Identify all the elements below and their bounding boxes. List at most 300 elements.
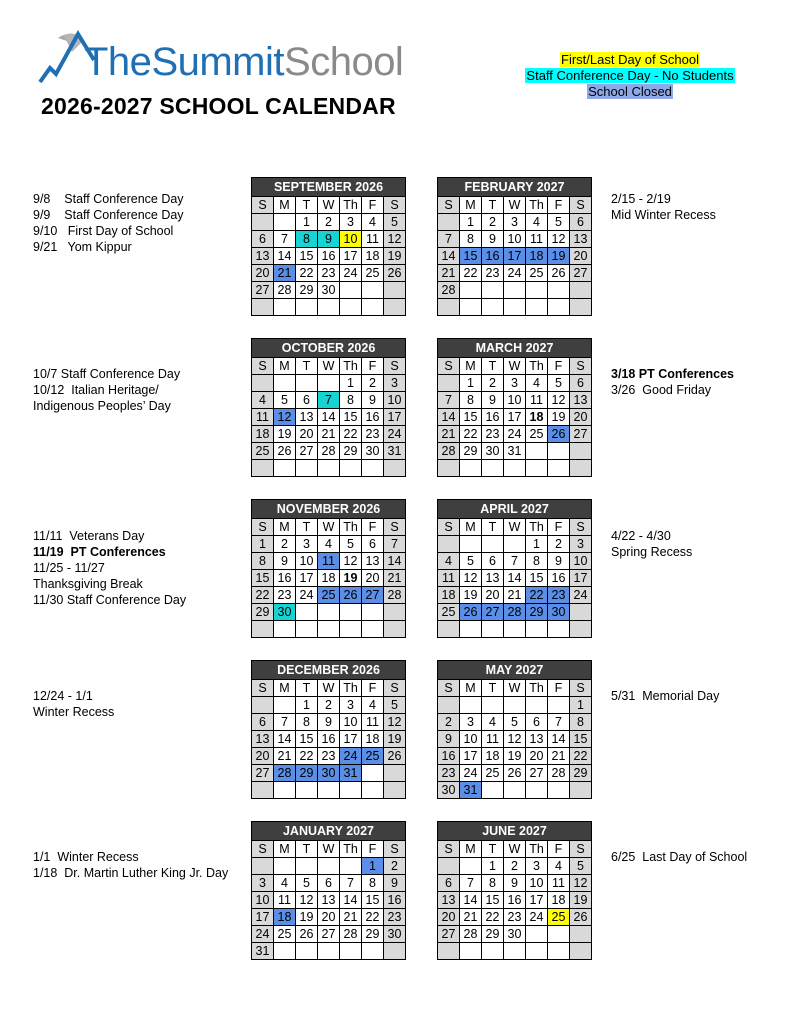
week-row [438,299,592,316]
weekday-header: T [482,358,504,375]
empty-day-cell [548,282,570,299]
note-line: 5/31 Memorial Day [611,689,720,703]
empty-day-cell [340,943,362,960]
weekday-header: T [296,841,318,858]
day-cell: 28 [504,604,526,621]
week-row [438,926,592,943]
week-row [252,426,406,443]
weekday-header: F [548,358,570,375]
day-cell: 12 [296,892,318,909]
day-cell: 3 [504,375,526,392]
day-cell: 11 [252,409,274,426]
day-cell: 4 [526,214,548,231]
day-cell: 30 [274,604,296,621]
legend-first-last-day [500,52,760,68]
day-cell: 30 [482,443,504,460]
weekday-header: M [460,680,482,697]
day-cell: 25 [362,265,384,282]
day-cell: 10 [252,892,274,909]
day-cell: 1 [296,214,318,231]
weekday-header: M [460,841,482,858]
day-cell: 14 [438,248,460,265]
empty-day-cell [340,299,362,316]
day-cell: 27 [362,587,384,604]
empty-day-cell [460,697,482,714]
empty-day-cell [482,282,504,299]
week-row [438,375,592,392]
week-row [252,375,406,392]
day-cell: 31 [252,943,274,960]
month-title: JANUARY 2027 [252,822,406,841]
day-cell: 2 [274,536,296,553]
weekday-header: T [482,841,504,858]
day-cell: 15 [460,248,482,265]
weekday-header: T [296,519,318,536]
empty-day-cell [570,299,592,316]
day-cell: 29 [460,443,482,460]
empty-day-cell [438,536,460,553]
day-cell: 28 [438,282,460,299]
empty-day-cell [362,604,384,621]
weekday-header: S [252,358,274,375]
day-cell: 20 [482,587,504,604]
week-row [252,392,406,409]
day-cell: 22 [296,748,318,765]
week-row [252,858,406,875]
week-row [252,909,406,926]
weekday-header: Th [526,197,548,214]
week-row [438,282,592,299]
day-cell: 29 [296,765,318,782]
empty-day-cell [384,765,406,782]
day-cell: 3 [570,536,592,553]
day-cell: 21 [504,587,526,604]
empty-day-cell [362,299,384,316]
day-cell: 23 [274,587,296,604]
day-cell: 30 [384,926,406,943]
week-row [438,714,592,731]
weekday-header: S [570,358,592,375]
empty-day-cell [384,604,406,621]
day-cell: 18 [252,426,274,443]
day-cell: 7 [340,875,362,892]
month-calendar [437,177,592,316]
day-cell: 2 [362,375,384,392]
weekday-header: T [296,358,318,375]
weekday-header: S [384,519,406,536]
day-cell: 14 [460,892,482,909]
empty-day-cell [504,782,526,799]
day-cell: 5 [570,858,592,875]
week-row [252,926,406,943]
weekday-header: F [362,519,384,536]
week-row [252,892,406,909]
week-row [438,782,592,799]
day-cell: 17 [340,731,362,748]
day-cell: 12 [460,570,482,587]
weekday-header: F [362,358,384,375]
day-cell: 13 [318,892,340,909]
day-cell: 1 [460,375,482,392]
empty-day-cell [460,858,482,875]
day-cell: 26 [384,265,406,282]
empty-day-cell [526,697,548,714]
empty-day-cell [318,858,340,875]
week-row [252,265,406,282]
empty-day-cell [340,858,362,875]
day-cell: 6 [438,875,460,892]
day-cell: 6 [570,214,592,231]
weekday-header: W [318,197,340,214]
note-line: 4/22 - 4/30 [611,529,671,543]
day-cell: 29 [362,926,384,943]
day-cell: 27 [482,604,504,621]
day-cell: 31 [460,782,482,799]
day-cell: 12 [274,409,296,426]
weekday-header: Th [526,841,548,858]
day-cell: 9 [482,392,504,409]
legend-staff-conference [500,68,760,84]
day-cell: 18 [526,248,548,265]
empty-day-cell [526,782,548,799]
day-cell: 9 [438,731,460,748]
week-row [252,943,406,960]
day-cell: 13 [252,248,274,265]
day-cell: 7 [460,875,482,892]
day-cell: 19 [504,748,526,765]
day-cell: 25 [438,604,460,621]
empty-day-cell [570,604,592,621]
month-notes [33,191,184,255]
empty-day-cell [438,858,460,875]
month-calendar [437,821,592,960]
day-cell: 3 [460,714,482,731]
empty-day-cell [274,943,296,960]
day-cell: 17 [526,892,548,909]
month-notes [611,366,734,398]
empty-day-cell [570,943,592,960]
day-cell: 2 [438,714,460,731]
day-cell: 11 [362,231,384,248]
day-cell: 28 [274,282,296,299]
day-cell: 8 [482,875,504,892]
day-cell: 17 [252,909,274,926]
empty-day-cell [296,943,318,960]
day-cell: 4 [548,858,570,875]
day-cell: 1 [570,697,592,714]
day-cell: 19 [384,248,406,265]
weekday-header: S [438,519,460,536]
week-row [438,875,592,892]
week-row [438,460,592,477]
week-row [252,460,406,477]
weekday-header: F [548,680,570,697]
day-cell: 23 [504,909,526,926]
month-notes [611,688,719,704]
day-cell: 9 [548,553,570,570]
day-cell: 19 [460,587,482,604]
day-cell: 2 [482,375,504,392]
empty-day-cell [252,858,274,875]
day-cell: 11 [482,731,504,748]
day-cell: 13 [482,570,504,587]
weekday-header: W [318,841,340,858]
day-cell: 21 [274,265,296,282]
day-cell: 9 [274,553,296,570]
school-logo [36,30,404,92]
week-row [438,587,592,604]
day-cell: 6 [362,536,384,553]
week-row [438,553,592,570]
month-calendar [437,338,592,477]
empty-day-cell [504,943,526,960]
day-cell: 27 [252,282,274,299]
day-cell: 17 [504,248,526,265]
day-cell: 27 [252,765,274,782]
note-line: 11/25 - 11/27 [33,561,105,575]
week-row [438,231,592,248]
empty-day-cell [340,782,362,799]
day-cell: 17 [460,748,482,765]
month-calendar [251,177,406,316]
day-cell: 13 [526,731,548,748]
weekday-header: F [548,841,570,858]
empty-day-cell [384,282,406,299]
weekday-header: F [548,197,570,214]
weekday-header: M [274,358,296,375]
day-cell: 8 [460,231,482,248]
day-cell: 26 [548,265,570,282]
day-cell: 26 [548,426,570,443]
day-cell: 24 [340,748,362,765]
empty-day-cell [526,299,548,316]
note-line: 10/12 Italian Heritage/ [33,383,159,397]
empty-day-cell [438,299,460,316]
day-cell: 11 [274,892,296,909]
empty-day-cell [362,621,384,638]
day-cell: 13 [296,409,318,426]
day-cell: 25 [362,748,384,765]
weekday-header: T [482,197,504,214]
empty-day-cell [548,460,570,477]
weekday-header: F [548,519,570,536]
day-cell: 5 [548,375,570,392]
day-cell: 25 [482,765,504,782]
empty-day-cell [548,697,570,714]
day-cell: 20 [438,909,460,926]
day-cell: 23 [548,587,570,604]
weekday-header: S [384,680,406,697]
logo-wordmark [84,40,403,85]
empty-day-cell [274,697,296,714]
week-row [252,604,406,621]
empty-day-cell [504,536,526,553]
day-cell: 23 [482,265,504,282]
day-cell: 5 [340,536,362,553]
empty-day-cell [384,782,406,799]
weekday-header: S [570,197,592,214]
day-cell: 1 [340,375,362,392]
day-cell: 12 [340,553,362,570]
month-title: MAY 2027 [438,661,592,680]
weekday-header: T [482,519,504,536]
week-row [438,265,592,282]
week-row [438,443,592,460]
week-row [252,570,406,587]
empty-day-cell [570,443,592,460]
empty-day-cell [548,621,570,638]
day-cell: 26 [384,748,406,765]
empty-day-cell [570,460,592,477]
legend-label: First/Last Day of School [561,52,699,67]
month-notes [33,849,228,881]
empty-day-cell [296,604,318,621]
weekday-header: T [296,680,318,697]
empty-day-cell [482,536,504,553]
week-row [252,409,406,426]
day-cell: 24 [296,587,318,604]
empty-day-cell [318,943,340,960]
day-cell: 5 [548,214,570,231]
day-cell: 28 [274,765,296,782]
week-row [252,553,406,570]
week-row [438,604,592,621]
week-row [438,248,592,265]
empty-day-cell [274,460,296,477]
weekday-header: W [318,358,340,375]
day-cell: 25 [252,443,274,460]
day-cell: 20 [570,409,592,426]
day-cell: 12 [548,392,570,409]
week-row [252,299,406,316]
month-title: FEBRUARY 2027 [438,178,592,197]
week-row [252,231,406,248]
day-cell: 27 [570,265,592,282]
day-cell: 24 [570,587,592,604]
day-cell: 1 [482,858,504,875]
day-cell: 27 [526,765,548,782]
weekday-header: F [362,841,384,858]
week-row [438,570,592,587]
empty-day-cell [526,621,548,638]
logo-school: School [284,40,404,84]
day-cell: 25 [526,265,548,282]
month-title: APRIL 2027 [438,500,592,519]
day-cell: 15 [362,892,384,909]
day-cell: 28 [460,926,482,943]
note-line: 11/11 Veterans Day [33,529,145,543]
empty-day-cell [548,443,570,460]
month-calendar [251,338,406,477]
day-cell: 25 [548,909,570,926]
empty-day-cell [526,943,548,960]
day-cell: 3 [526,858,548,875]
weekday-header: M [274,519,296,536]
day-cell: 21 [340,909,362,926]
weekday-header: S [252,519,274,536]
day-cell: 29 [340,443,362,460]
day-cell: 10 [460,731,482,748]
day-cell: 14 [438,409,460,426]
day-cell: 8 [252,553,274,570]
weekday-header: Th [340,519,362,536]
week-row [438,943,592,960]
day-cell: 10 [296,553,318,570]
empty-day-cell [296,299,318,316]
day-cell: 1 [460,214,482,231]
day-cell: 19 [548,409,570,426]
empty-day-cell [460,299,482,316]
day-cell: 23 [318,265,340,282]
weekday-header: S [570,680,592,697]
day-cell: 20 [252,748,274,765]
weekday-header: Th [340,841,362,858]
empty-day-cell [252,214,274,231]
day-cell: 16 [482,409,504,426]
day-cell: 28 [438,443,460,460]
note-line: 9/21 Yom Kippur [33,240,132,254]
empty-day-cell [460,536,482,553]
week-row [438,426,592,443]
day-cell: 25 [526,426,548,443]
day-cell: 12 [548,231,570,248]
day-cell: 23 [362,426,384,443]
month-notes [611,849,747,865]
weekday-header: S [252,841,274,858]
day-cell: 21 [384,570,406,587]
day-cell: 15 [526,570,548,587]
day-cell: 24 [384,426,406,443]
day-cell: 16 [384,892,406,909]
empty-day-cell [570,782,592,799]
day-cell: 22 [252,587,274,604]
empty-day-cell [570,621,592,638]
weekday-header: S [438,358,460,375]
day-cell: 15 [340,409,362,426]
day-cell: 8 [296,231,318,248]
month-notes [33,688,114,720]
empty-day-cell [362,460,384,477]
empty-day-cell [548,926,570,943]
day-cell: 30 [548,604,570,621]
day-cell: 22 [296,265,318,282]
weekday-header: Th [340,680,362,697]
day-cell: 3 [384,375,406,392]
day-cell: 29 [570,765,592,782]
day-cell: 7 [438,231,460,248]
month-notes [33,528,186,608]
week-row [438,731,592,748]
week-row [252,282,406,299]
day-cell: 10 [504,231,526,248]
day-cell: 10 [340,231,362,248]
empty-day-cell [274,375,296,392]
day-cell: 25 [274,926,296,943]
empty-day-cell [460,943,482,960]
day-cell: 13 [570,231,592,248]
month-calendar [251,499,406,638]
day-cell: 5 [296,875,318,892]
day-cell: 19 [274,426,296,443]
empty-day-cell [504,282,526,299]
weekday-header: Th [526,358,548,375]
empty-day-cell [504,460,526,477]
day-cell: 17 [570,570,592,587]
day-cell: 24 [340,265,362,282]
empty-day-cell [252,460,274,477]
day-cell: 2 [482,214,504,231]
empty-day-cell [362,282,384,299]
